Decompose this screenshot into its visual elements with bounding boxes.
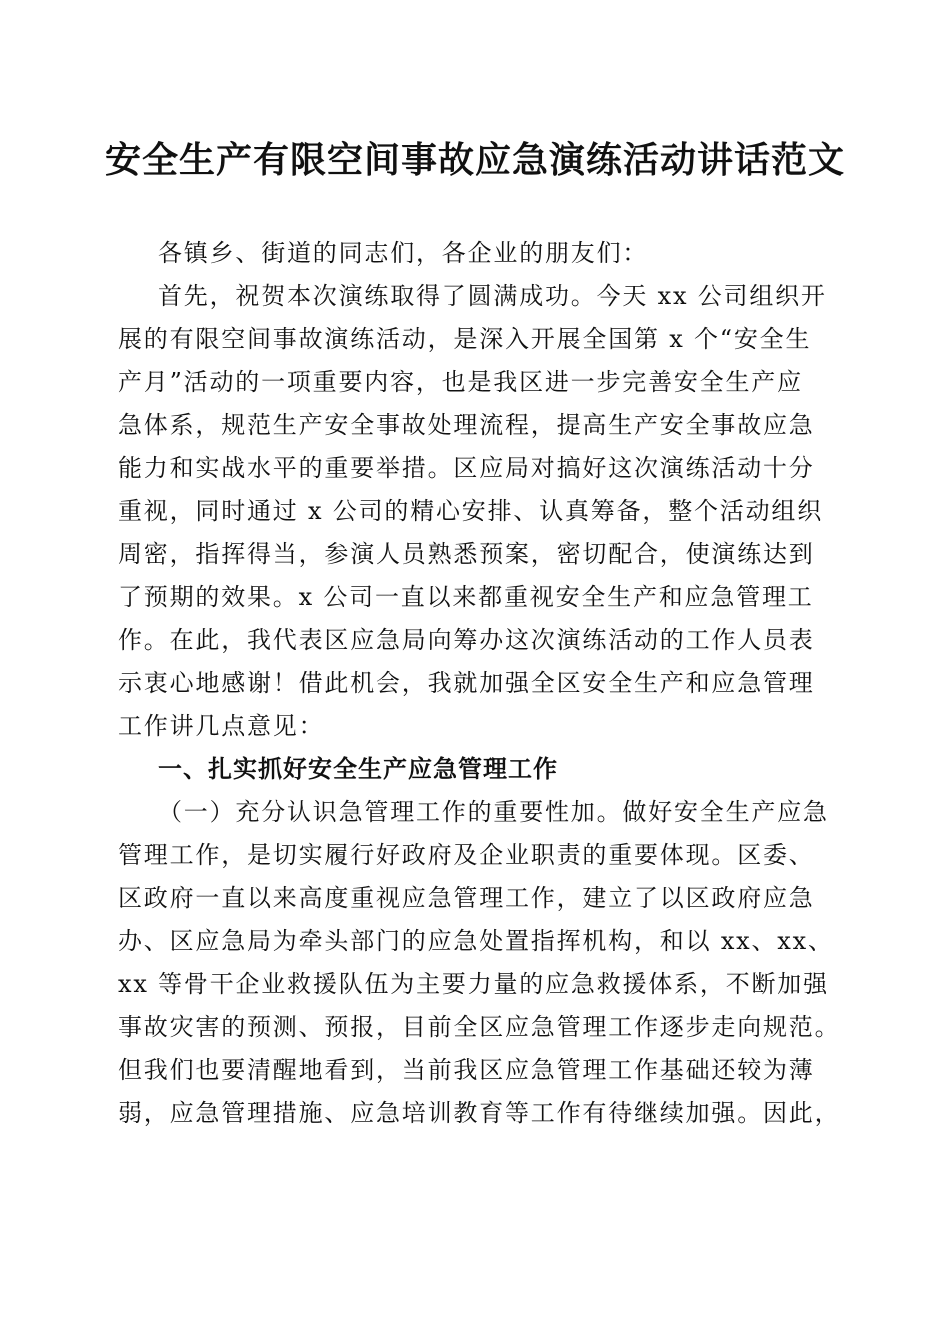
paragraph-line: 急体系，规范生产安全事故处理流程，提高生产安全事故应急 (118, 411, 815, 439)
paragraph-line: 区政府一直以来高度重视应急管理工作，建立了以区政府应急 (118, 884, 815, 912)
paragraph-line: 办、区应急局为牵头部门的应急处置指挥机构，和以 xx、xx、 (118, 927, 834, 955)
paragraph-line: xx 等骨干企业救援队伍为主要力量的应急救援体系，不断加强 (118, 970, 829, 998)
paragraph-line: 作。在此，我代表区应急局向筹办这次演练活动的工作人员表 (118, 626, 815, 654)
paragraph-line: 事故灾害的预测、预报，目前全区应急管理工作逐步走向规范。 (118, 1013, 841, 1041)
paragraph-line: 产月”活动的一项重要内容，也是我区进一步完善安全生产应 (118, 368, 803, 396)
section-heading: 一、扎实抓好安全生产应急管理工作 (158, 755, 558, 783)
paragraph-line: 了预期的效果。x 公司一直以来都重视安全生产和应急管理工 (118, 583, 814, 611)
paragraph-line: 重视，同时通过 x 公司的精心安排、认真筹备，整个活动组织 (118, 497, 823, 525)
paragraph-line: 能力和实战水平的重要举措。区应局对搞好这次演练活动十分 (118, 454, 815, 482)
paragraph-line: 管理工作，是切实履行好政府及企业职责的重要体现。区委、 (118, 841, 815, 869)
document-title: 安全生产有限空间事故应急演练活动讲话范文 (104, 139, 845, 181)
paragraph-line: 首先，祝贺本次演练取得了圆满成功。今天 xx 公司组织开 (158, 282, 827, 310)
paragraph-line: （一）充分认识急管理工作的重要性加。做好安全生产应急 (158, 798, 829, 826)
salutation: 各镇乡、街道的同志们，各企业的朋友们： (158, 239, 649, 267)
paragraph-line: 展的有限空间事故演练活动，是深入开展全国第 x 个“安全生 (118, 325, 812, 353)
paragraph-line: 周密，指挥得当，参演人员熟悉预案，密切配合，使演练达到 (118, 540, 815, 568)
paragraph-line: 弱，应急管理措施、应急培训教育等工作有待继续加强。因此， (118, 1099, 841, 1127)
document-body (118, 232, 841, 1135)
paragraph-line: 示衷心地感谢！借此机会，我就加强全区安全生产和应急管理 (118, 669, 815, 697)
paragraph-line: 工作讲几点意见： (118, 712, 325, 740)
paragraph-line: 但我们也要清醒地看到，当前我区应急管理工作基础还较为薄 (118, 1056, 815, 1084)
